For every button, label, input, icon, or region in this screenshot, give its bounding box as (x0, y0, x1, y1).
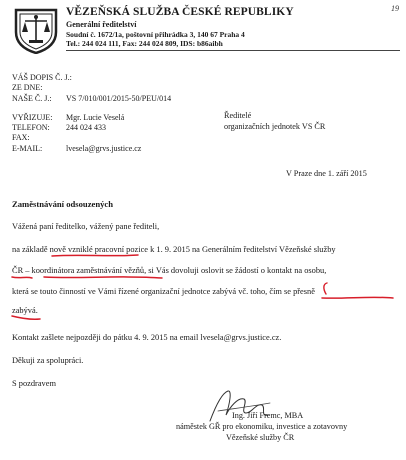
body-line-1: na základě nově vzniklé pracovní pozice k 1. 9. 2015 na Generálním ředitelství Vězeňské služby (12, 245, 336, 254)
justice-emblem-logo (12, 6, 60, 54)
signatory-title-line-2: Vězeňské služby ČR (226, 433, 295, 442)
field-label-fax: FAX: (12, 133, 30, 142)
closing: S pozdravem (12, 379, 56, 388)
field-label-phone: TELEFON: (12, 123, 50, 132)
org-address: Soudní č. 1672/1a, poštovní přihrádka 3, 140 67 Praha 4 (66, 30, 245, 39)
subject: Zaměstnávání odsouzených (12, 199, 113, 209)
letterhead-divider (66, 50, 400, 51)
body-line-2: ČR – koordinátora zaměstnávání vězňů, si Vás dovoluji oslovit se žádostí o kontakt na osobu, (12, 266, 327, 275)
field-label-handled-by: VYŘIZUJE: (12, 113, 53, 122)
thanks: Děkuji za spolupráci. (12, 356, 84, 365)
signature-scribble (200, 385, 280, 427)
signatory-name: Ing. Jiří Fremc, MBA (232, 411, 304, 420)
contact-request: Kontakt zašlete nejpozději do pátku 4. 9. 2015 na email lvesela@grvs.justice.cz. (12, 333, 282, 342)
field-value-handled-by: Mgr. Lucie Veselá (66, 113, 125, 122)
department-name: Generální ředitelství (66, 20, 137, 29)
field-value-our-ref: VS 7/010/001/2015-50/PEU/014 (66, 94, 172, 103)
date-line: V Praze dne 1. září 2015 (286, 169, 367, 178)
field-label-email: E-MAIL: (12, 144, 43, 153)
field-label-your-letter: VÁŠ DOPIS Č. J.: (12, 73, 72, 82)
field-label-date: ZE DNE: (12, 83, 43, 92)
recipient-line-1: Ředitelé (224, 111, 252, 120)
org-contacts: Tel.: 244 024 111, Fax: 244 024 809, IDS: b86aibh (66, 39, 223, 48)
org-name: VĚZEŇSKÁ SLUŽBA ČESKÉ REPUBLIKY (66, 6, 294, 18)
signatory-title-line-1: náměstek GŘ pro ekonomiku, investice a zotavovny (176, 422, 348, 431)
page-number: 19 (391, 4, 399, 13)
field-label-our-ref: NAŠE Č. J.: (12, 94, 52, 103)
body-line-4: zabývá. (12, 306, 38, 315)
field-value-email: lvesela@grvs.justice.cz (66, 144, 142, 153)
field-value-phone: 244 024 433 (66, 123, 106, 132)
body-line-3: která se touto činností ve Vámi řízené organizační jednotce zabývá vč. toho, čím se přesně (12, 287, 315, 296)
recipient-line-2: organizačních jednotek VS ČR (224, 122, 326, 131)
salutation: Vážená paní ředitelko, vážený pane řediteli, (12, 222, 160, 231)
